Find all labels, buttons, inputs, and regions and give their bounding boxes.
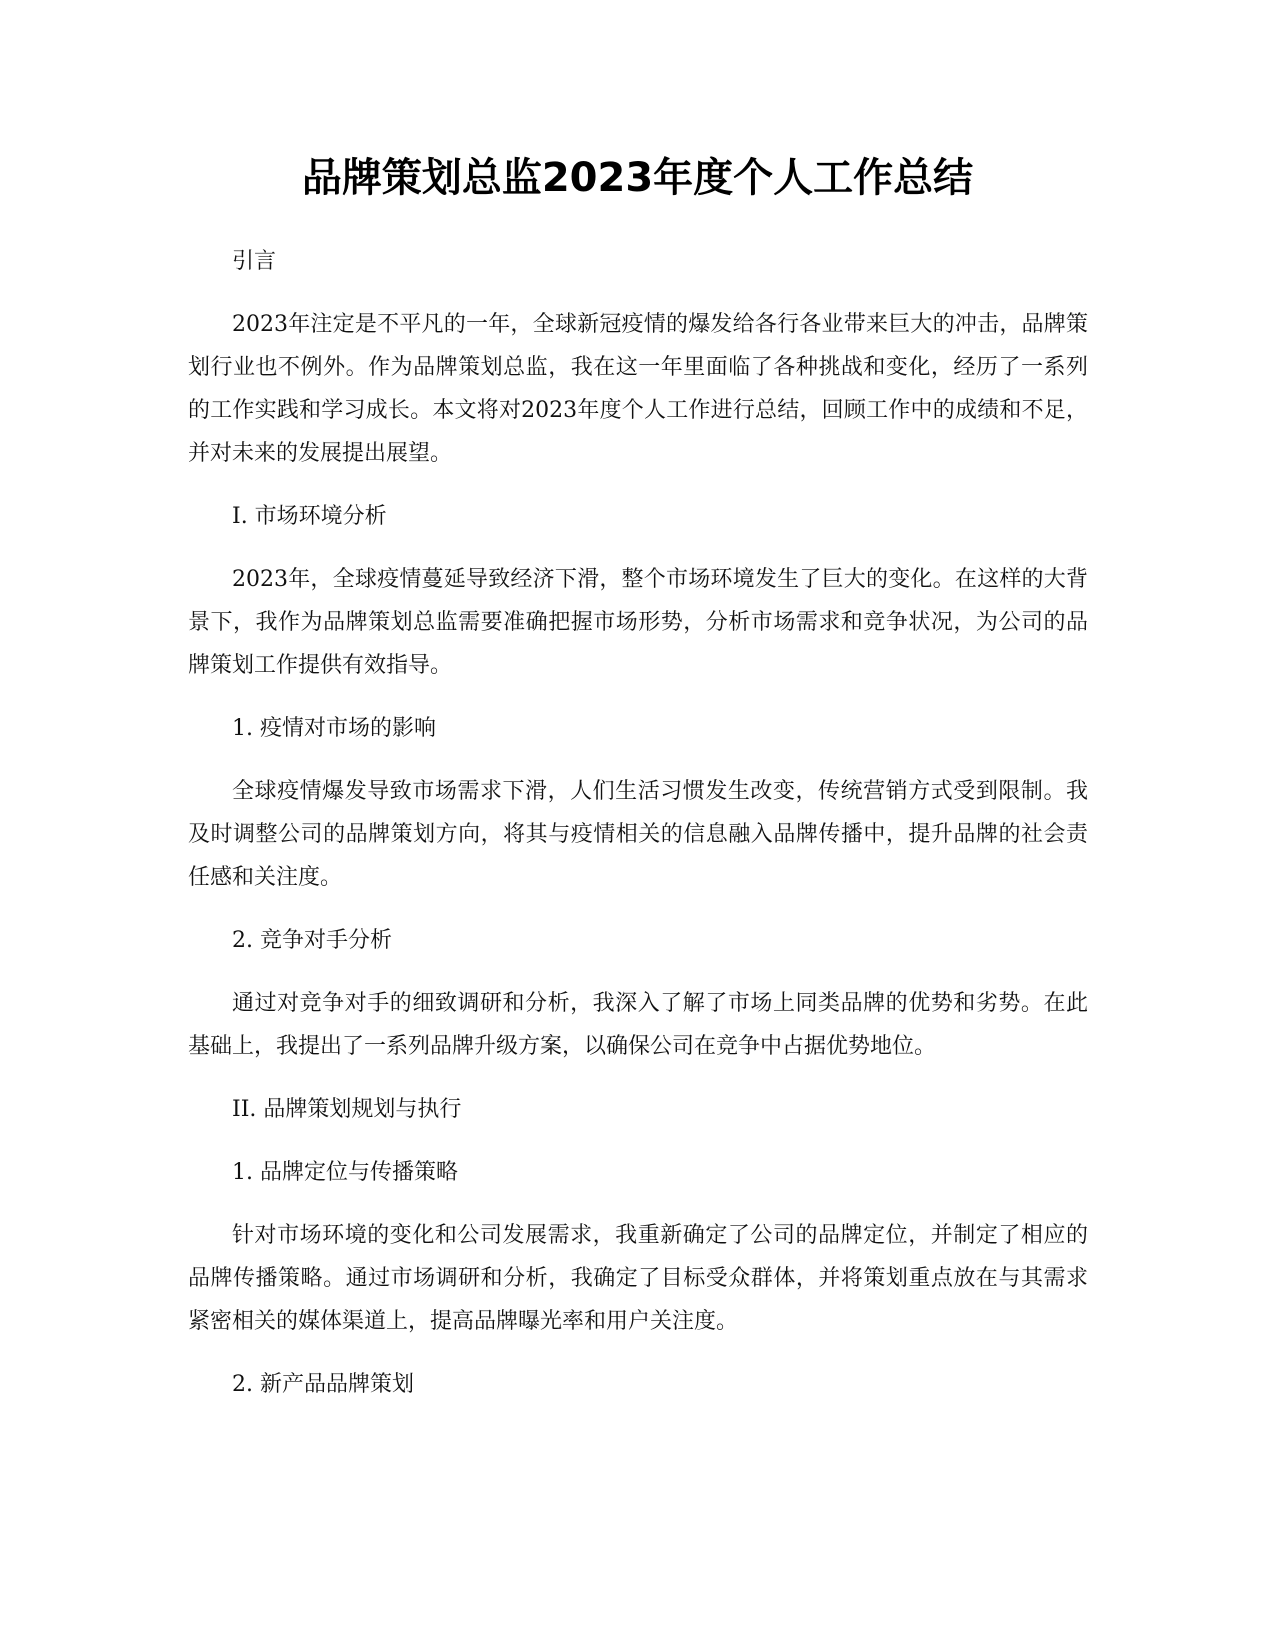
paragraph-market: 2023年，全球疫情蔓延导致经济下滑，整个市场环境发生了巨大的变化。在这样的大背景下，我作为品牌策划总监需要准确把握市场形势，分析市场需求和竞争状况，为公司的品牌策划工作提供有效指导。 <box>188 567 1088 678</box>
paragraph-pandemic-impact: 全球疫情爆发导致市场需求下滑，人们生活习惯发生改变，传统营销方式受到限制。我及时调整公司的品牌策划方向，将其与疫情相关的信息融入品牌传播中，提升品牌的社会责任感和关注度。 <box>188 779 1088 890</box>
paragraph-competitor-analysis: 通过对竞争对手的细致调研和分析，我深入了解了市场上同类品牌的优势和劣势。在此基础上，我提出了一系列品牌升级方案，以确保公司在竞争中占据优势地位。 <box>188 991 1088 1059</box>
document-body <box>188 240 1088 1406</box>
paragraph-intro: 2023年注定是不平凡的一年，全球新冠疫情的爆发给各行各业带来巨大的冲击，品牌策划行业也不例外。作为品牌策划总监，我在这一年里面临了各种挑战和变化，经历了一系列的工作实践和学习成长。本文将对2023年度个人工作进行总结，回顾工作中的成绩和不足，并对未来的发展提出展望。 <box>188 312 1088 466</box>
section-heading-intro: 引言 <box>232 249 277 274</box>
section-heading-market: I. 市场环境分析 <box>232 504 387 529</box>
subheading-competitor-analysis: 2. 竞争对手分析 <box>232 928 392 953</box>
subheading-brand-positioning: 1. 品牌定位与传播策略 <box>232 1160 458 1185</box>
subheading-new-product-branding: 2. 新产品品牌策划 <box>232 1372 414 1397</box>
document-title: 品牌策划总监2023年度个人工作总结 <box>301 155 974 201</box>
paragraph-brand-positioning: 针对市场环境的变化和公司发展需求，我重新确定了公司的品牌定位，并制定了相应的品牌传播策略。通过市场调研和分析，我确定了目标受众群体，并将策划重点放在与其需求紧密相关的媒体渠道上，提高品牌曝光率和用户关注度。 <box>188 1223 1088 1334</box>
subheading-pandemic-impact: 1. 疫情对市场的影响 <box>232 716 436 741</box>
section-heading-brand-planning: II. 品牌策划规划与执行 <box>232 1097 462 1122</box>
